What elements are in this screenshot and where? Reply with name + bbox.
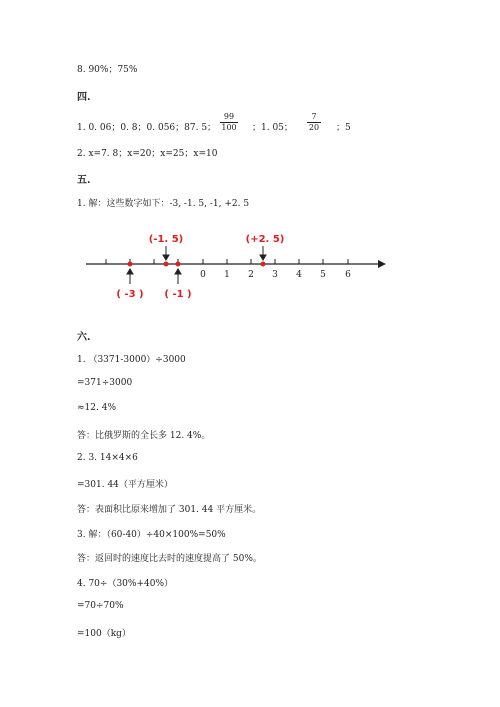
arrowhead-down <box>163 255 169 260</box>
arrowhead-up <box>175 269 181 274</box>
tick-label-5: 5 <box>320 270 326 280</box>
fraction-99-100 <box>219 112 239 133</box>
fraction-numerator: 7 <box>311 112 317 121</box>
point-pos-2-5 <box>261 262 266 267</box>
tick-label-3: 3 <box>272 270 278 280</box>
point-neg-1-5 <box>164 262 169 267</box>
fraction-denominator: 20 <box>308 123 320 132</box>
answer-6-3-conclusion: 答：返回时的速度比去时的速度提高了 50%。 <box>77 554 262 564</box>
fraction-numerator: 99 <box>223 112 235 121</box>
number-line-diagram <box>80 228 390 308</box>
label-neg-1-5: (-1. 5) <box>148 234 184 245</box>
answer-6-1-conclusion: 答：比俄罗斯的全长多 12. 4%。 <box>77 431 211 441</box>
answer-6-4-result: =100（kg） <box>77 629 131 639</box>
tick-label-0: 0 <box>200 270 206 280</box>
fraction-7-20 <box>306 112 322 133</box>
arrowhead-up <box>127 269 133 274</box>
answer-6-1-step3: ≈12. 4% <box>77 403 116 413</box>
section-heading-4: 四. <box>77 92 91 103</box>
answer-4-1-part3: ；5 <box>336 123 351 133</box>
label-neg-1: ( -1 ) <box>164 289 192 300</box>
answer-6-1-step2: =371÷3000 <box>77 378 133 388</box>
fraction-denominator: 100 <box>221 123 237 132</box>
point-neg-3 <box>128 262 133 267</box>
arrowhead-down <box>260 255 266 260</box>
answer-6-3-step1: 3. 解：（60-40）÷40×100%=50% <box>77 530 226 540</box>
answer-4-1-part1: 1. 0. 06；0. 8；0. 056；87. 5； <box>77 123 217 133</box>
answer-4-1-part2: ；1. 05； <box>252 123 293 133</box>
axis-arrowhead <box>378 260 386 268</box>
tick-label-4: 4 <box>296 270 302 280</box>
tick-label-2: 2 <box>248 270 254 280</box>
answer-6-2-step2: =301. 44（平方厘米） <box>77 480 173 490</box>
point-neg-1 <box>176 262 181 267</box>
section-heading-6: 六. <box>77 332 91 343</box>
tick-label-6: 6 <box>345 270 351 280</box>
answer-4-2: 2. x=7. 8；x=20；x=25；x=10 <box>77 149 218 159</box>
answer-6-4-step1: 4. 70÷（30%+40%） <box>77 579 173 589</box>
label-pos-2-5: (+2. 5) <box>245 234 285 245</box>
answer-6-1-step1: 1. （3371-3000）÷3000 <box>77 355 186 365</box>
label-neg-3: ( -3 ) <box>116 289 144 300</box>
answer-6-2-conclusion: 答：表面积比原来增加了 301. 44 平方厘米。 <box>77 505 262 515</box>
section-heading-5: 五. <box>77 175 91 186</box>
answer-6-2-step1: 2. 3. 14×4×6 <box>77 453 138 463</box>
axis-ticks <box>106 259 348 264</box>
answer-line-8: 8. 90%；75% <box>77 65 138 75</box>
answer-5-1: 1. 解：这些数字如下：-3, -1. 5, -1, +2. 5 <box>77 199 250 209</box>
tick-label-1: 1 <box>224 270 230 280</box>
answer-6-4-step2: =70÷70% <box>77 601 124 611</box>
